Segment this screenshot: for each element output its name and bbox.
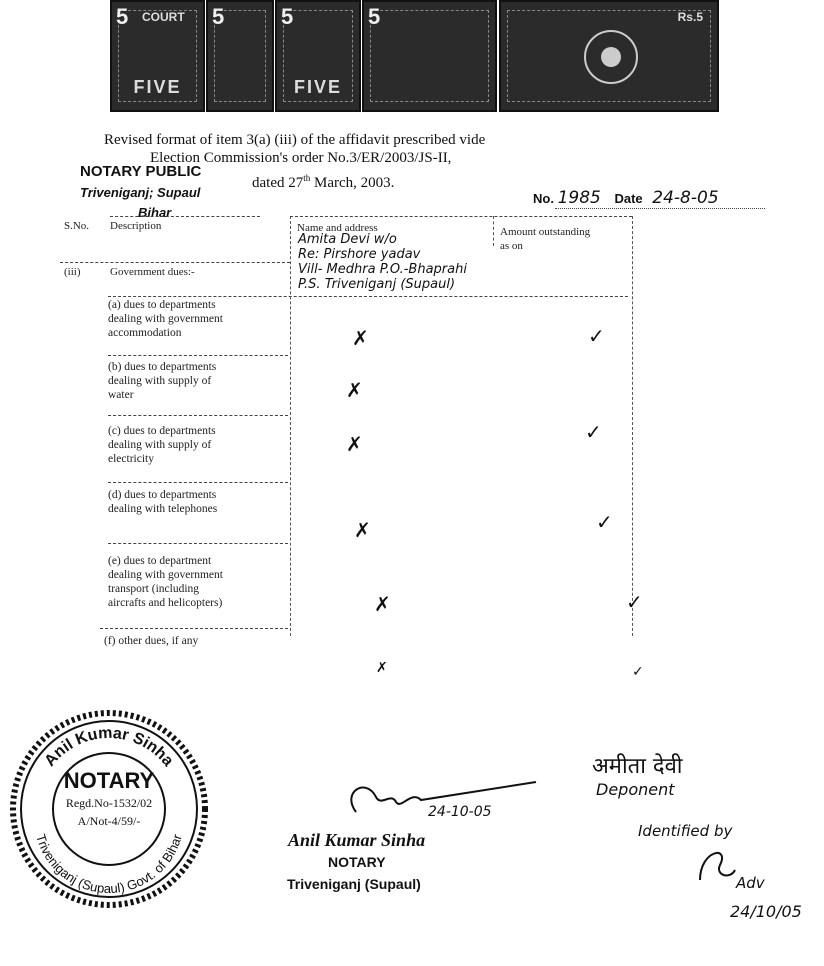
serial-date-value: 24-8-05 xyxy=(652,188,719,208)
row-title: Government dues:- xyxy=(110,266,195,278)
advocate-signature-icon xyxy=(690,840,740,890)
item-f-amount-mark: ✓ xyxy=(632,664,644,680)
notary-place: Triveniganj (Supaul) xyxy=(287,876,421,892)
notary-public-place: Triveniganj; Supaul xyxy=(80,185,201,200)
notary-name: Anil Kumar Sinha xyxy=(288,830,426,850)
col-desc-header: Description xyxy=(110,220,162,232)
serial-date-label: Date xyxy=(614,191,643,206)
svg-text:Anil Kumar Sinha xyxy=(42,725,177,770)
item-b-name-mark: ✗ xyxy=(346,378,363,402)
item-a-amount-mark: ✓ xyxy=(588,324,605,348)
stamp-word: FIVE xyxy=(133,77,182,97)
name-line: P.S. Triveniganj (Supaul) xyxy=(298,277,456,292)
stamp-denomination: 5 xyxy=(368,4,381,29)
stamp-2 xyxy=(206,0,274,112)
name-address xyxy=(298,232,467,292)
name-line: Amita Devi w/o xyxy=(298,232,397,247)
item-f-desc: (f) other dues, if any xyxy=(104,635,199,647)
item-e-desc: (e) dues to department dealing with government transport (including aircrafts and helicopters) xyxy=(108,555,223,609)
header-line-2: Election Commission's order No.3/ER/2003/JS-II, xyxy=(150,150,452,166)
notary-title: NOTARY xyxy=(328,854,386,870)
item-d-desc: (d) dues to departments dealing with telephones xyxy=(108,489,218,515)
item-c-name-mark: ✗ xyxy=(346,432,363,456)
deponent-label: Deponent xyxy=(596,780,675,799)
seal-top-text: Anil Kumar Sinha xyxy=(41,724,177,770)
serial-no-value: 1985 xyxy=(557,188,601,208)
col-amount-header-2: as on xyxy=(500,240,523,252)
name-line: Re: Pirshore yadav xyxy=(298,247,421,262)
stamp-denomination: 5 xyxy=(212,4,225,29)
stamp-word: FIVE xyxy=(293,77,342,97)
header-date-sup: th xyxy=(303,173,311,183)
stamp-5 xyxy=(499,0,719,112)
header-date-suffix: March, 2003. xyxy=(310,175,395,191)
notary-seal xyxy=(8,708,210,910)
emblem-icon xyxy=(571,22,651,92)
seal-center-title: NOTARY xyxy=(63,768,155,793)
item-d-amount-mark: ✓ xyxy=(596,510,613,534)
stamp-denomination: 5 xyxy=(116,4,129,29)
seal-bottom-text: Triveniganj (Supaul) Govt. of Bihar xyxy=(33,832,185,897)
stamp-3 xyxy=(275,0,361,112)
item-a-name-mark: ✗ xyxy=(352,326,369,350)
notary-sign-date: 24-10-05 xyxy=(428,804,492,820)
row-number: (iii) xyxy=(64,266,81,278)
stamp-4 xyxy=(362,0,497,112)
identified-by: Identified by xyxy=(638,822,733,840)
item-d-name-mark: ✗ xyxy=(354,518,371,542)
item-c-desc: (c) dues to departments dealing with supply of electricity xyxy=(108,425,216,465)
item-f-name-mark: ✗ xyxy=(376,660,388,676)
serial-no xyxy=(533,188,719,208)
notary-public-state: Bihar xyxy=(138,205,172,220)
seal-reg-no: Regd.No-1532/02 xyxy=(65,796,153,810)
serial-no-label: No. xyxy=(533,191,554,206)
header-line-3 xyxy=(252,173,394,192)
item-a-desc: (a) dues to departments dealing with government accommodation xyxy=(108,299,223,339)
col-sno-header: S.No. xyxy=(64,220,90,232)
stamp-rs-label: Rs.5 xyxy=(677,10,703,24)
item-e-name-mark: ✗ xyxy=(374,592,391,616)
deponent-date: 24/10/05 xyxy=(730,902,802,921)
item-e-amount-mark: ✓ xyxy=(626,590,643,614)
col-name-header: Name and address xyxy=(297,222,378,234)
item-c-amount-mark: ✓ xyxy=(585,420,602,444)
advocate-label: Adv xyxy=(736,874,765,892)
seal-ref: A/Not-4/59/- xyxy=(77,814,141,828)
item-b-desc: (b) dues to departments dealing with supply of water xyxy=(108,361,217,401)
header-date-prefix: dated 27 xyxy=(252,175,304,191)
notary-signature-icon xyxy=(336,772,546,832)
name-line: Vill- Medhra P.O.-Bhaprahi xyxy=(298,262,467,277)
stamp-court-label: COURT xyxy=(142,10,185,24)
col-amount-header: Amount outstanding xyxy=(500,226,591,238)
notary-public-title: NOTARY PUBLIC xyxy=(80,163,202,180)
stamp-1 xyxy=(110,0,205,112)
header-line-1: Revised format of item 3(a) (iii) of the affidavit prescribed vide xyxy=(104,132,486,148)
deponent-hindi-name: अमीता देवी xyxy=(592,754,683,779)
stamp-denomination: 5 xyxy=(281,4,294,29)
